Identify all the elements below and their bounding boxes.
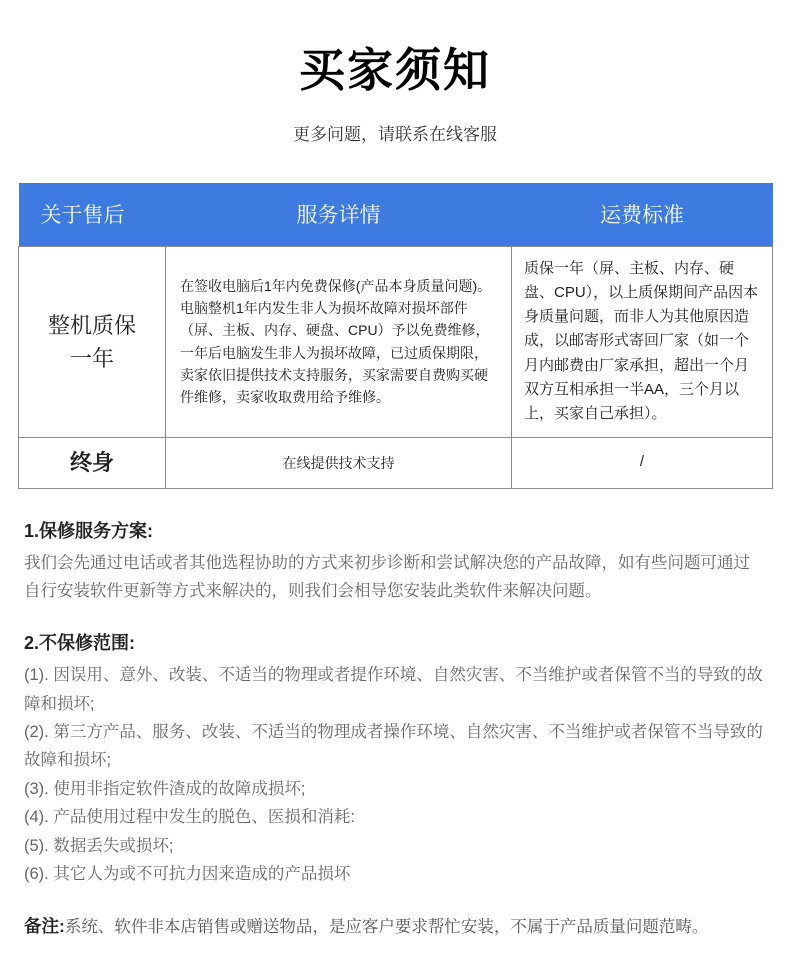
buyer-notice-page — [0, 34, 790, 942]
section-warranty-service-plan — [24, 517, 766, 606]
table-header-row — [19, 183, 773, 246]
list-item: (2). 第三方产品、服务、改装、不适当的物理成者操作环境、自然灾害、不当维护或者保管不当导致的故障和损坏; — [24, 723, 763, 770]
header-service-details: 服务详情 — [166, 183, 512, 246]
service-detail-cell: 在线提供技术支持 — [166, 437, 512, 488]
shipping-policy-cell: 质保一年（屏、主板、内存、硬盘、CPU），以上质保期间产品因本身质量问题，而非人为其他原因造成，以邮寄形式寄回厂家（如一个月内邮费由厂家承担，超出一个月双方互相承担一半AA，三个月以上，买家自己承担）。 — [512, 246, 773, 437]
page-title: 买家须知 — [299, 44, 491, 96]
policy-text-sections — [0, 517, 790, 943]
service-detail-cell: 在签收电脑后1年内免费保修(产品本身质量问题)。电脑整机1年内发生非人为损坏故障对损坏部件（屏、主板、内存、硬盘、CPU）予以免费维修，一年后电脑发生非人为损坏故障，已过质保期限，卖家依旧提供技术支持服务，买家需要自费购买硬件维修，卖家收取费用给予维修。 — [166, 246, 512, 437]
section-paragraph: 我们会先通过电话或者其他选程协助的方式来初步诊断和尝试解决您的产品故障，如有些问题可通过自行安装软件更新等方式来解决的，则我们会相导您安装此类软件来解决问题。 — [24, 553, 750, 600]
table-row — [19, 437, 773, 488]
after-sales-policy-table — [18, 183, 773, 489]
table-row — [19, 246, 773, 437]
remark-text: 系统、软件非本店销售或赠送物品，是应客户要求帮忙安装，不属于产品质量问题范畴。 — [64, 918, 709, 937]
list-item: (1). 因误用、意外、改装、不适当的物理或者提作环境、自然灾害、不当维护或者保管不当的导致的故障和损坏; — [24, 666, 763, 713]
page-subtitle: 更多问题，请联系在线客服 — [293, 125, 497, 144]
list-item: (3). 使用非指定软件渣成的故障成损坏; — [24, 779, 306, 798]
header-shipping-standard: 运费标准 — [512, 183, 773, 246]
section-heading: 1.保修服务方案: — [24, 520, 154, 541]
shipping-policy-cell: / — [512, 437, 773, 488]
list-item: (5). 数据丢失或损坏; — [24, 836, 174, 855]
remark-label: 备注: — [24, 916, 65, 937]
list-item: (4). 产品使用过程中发生的脱色、医损和消耗: — [24, 808, 355, 827]
warranty-term-cell: 终身 — [19, 437, 166, 488]
list-item: (6). 其它人为或不可抗力因来造成的产品损坏 — [24, 864, 351, 883]
section-heading: 2.不保修范围: — [24, 633, 136, 654]
warranty-term-cell: 整机质保一年 — [19, 246, 166, 437]
remark-line — [24, 912, 766, 942]
header-about-after-sales: 关于售后 — [19, 183, 166, 246]
section-non-warranty-scope — [24, 629, 766, 888]
